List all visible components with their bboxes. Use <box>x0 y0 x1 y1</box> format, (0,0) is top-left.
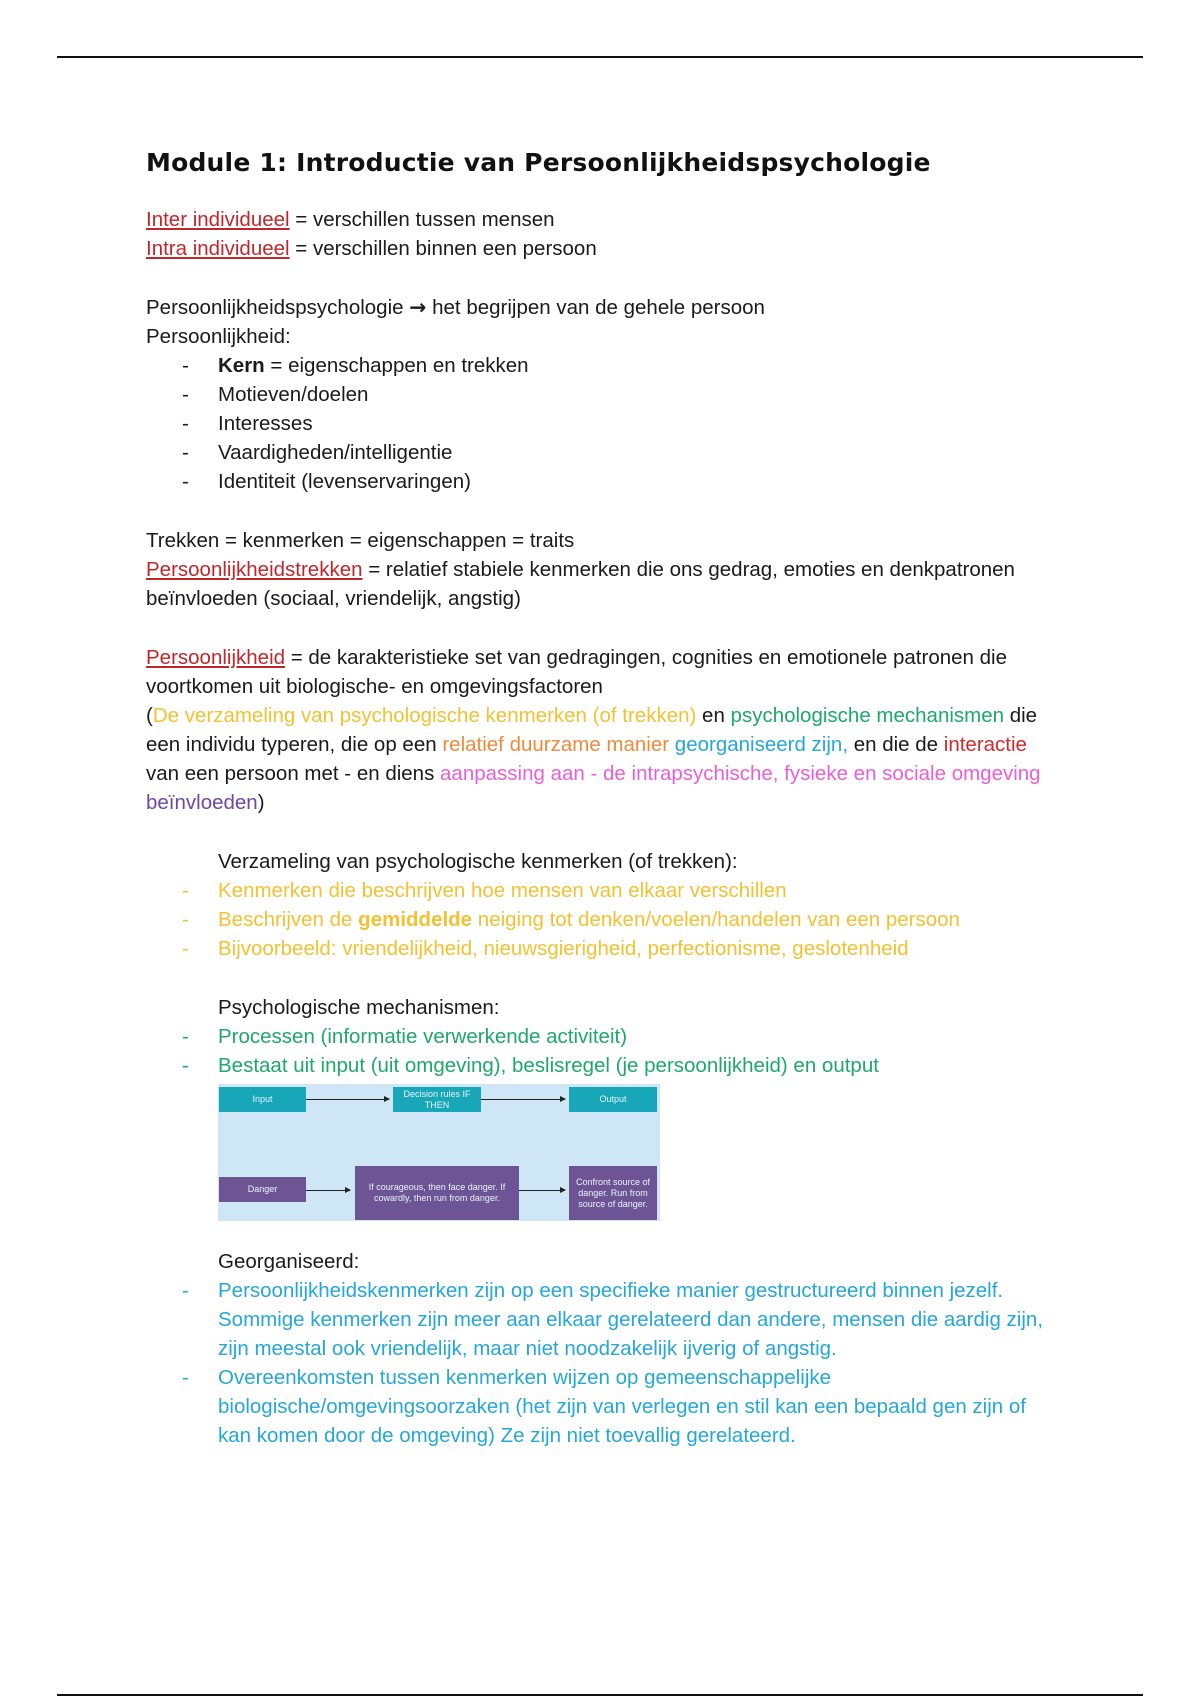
psych-line: Persoonlijkheidspsychologie → het begrijpen van de gehele persoon <box>146 295 765 319</box>
term-intra: Intra individueel <box>146 237 290 260</box>
document-page <box>146 148 1046 1450</box>
trekken-line: Trekken = kenmerken = eigenschappen = traits <box>146 529 575 552</box>
diagram-arrow <box>306 1190 350 1191</box>
verzameling-heading: Verzameling van psychologische kenmerken (of trekken): <box>218 850 738 873</box>
list-item: - Bijvoorbeeld: vriendelijkheid, nieuwsgierigheid, perfectionisme, geslotenheid <box>182 937 909 960</box>
list-item: - Bestaat uit input (uit omgeving), beslisregel (je persoonlijkheid) en output <box>182 1054 879 1077</box>
list-item: - Vaardigheden/intelligentie <box>182 441 453 464</box>
diagram-middle-box: If courageous, then face danger. If cowardly, then run from danger. <box>355 1166 519 1220</box>
diagram-rules-box: Decision rules IF THEN <box>393 1087 481 1112</box>
list-item: - Kenmerken die beschrijven hoe mensen van elkaar verschillen <box>182 879 787 902</box>
bottom-rule <box>57 1694 1143 1696</box>
georganiseerd-heading: Georganiseerd: <box>218 1250 360 1273</box>
diagram-arrow <box>519 1190 565 1191</box>
list-item: - Interesses <box>182 412 313 435</box>
trekken-def: Persoonlijkheidstrekken = relatief stabiele kenmerken die ons gedrag, emoties en denkpatronen beïnvloeden (sociaal, vriendelijk, angstig) <box>146 558 1015 610</box>
colored-definition: (De verzameling van psychologische kenmerken (of trekken) en psychologische mechanismen die een individu typeren, die op een relatief duurzame manier georganiseerd zijn, en die de interactie van een persoon met - en diens aanpassing aan - de intrapsychische, fysieke en sociale omgeving beïnvloeden) <box>146 704 1041 814</box>
mechanismen-heading: Psychologische mechanismen: <box>218 996 500 1019</box>
def-intra: Intra individueel = verschillen binnen een persoon <box>146 237 597 260</box>
page-title: Module 1: Introductie van Persoonlijkheidspsychologie <box>146 148 931 177</box>
mechanism-diagram <box>218 1084 660 1221</box>
arrow-right-icon: → <box>409 295 427 319</box>
list-item: - Overeenkomsten tussen kenmerken wijzen op gemeenschappelijke biologische/omgevingsoorzaken (het zijn van verlegen en stil kan een bepaald gen zijn of kan komen door de omgeving) Ze zijn niet toevallig gerelateerd. <box>182 1366 1026 1447</box>
diagram-arrow <box>481 1099 565 1100</box>
list-item: - Motieven/doelen <box>182 383 369 406</box>
list-item: - Kern = eigenschappen en trekken <box>182 354 529 377</box>
persoonlijkheid-label: Persoonlijkheid: <box>146 325 291 348</box>
def-inter: Inter individueel = verschillen tussen mensen <box>146 208 555 231</box>
list-item: - Processen (informatie verwerkende activiteit) <box>182 1025 628 1048</box>
persoonlijkheid-list <box>146 351 1046 496</box>
diagram-output-box: Output <box>569 1087 657 1112</box>
list-item: - Persoonlijkheidskenmerken zijn op een specifieke manier gestructureerd binnen jezelf. Sommige kenmerken zijn meer aan elkaar gerelateerd dan andere, mensen die aardig zijn, zijn meestal ook vriendelijk, maar niet noodzakelijk ijverig of angstig. <box>182 1279 1044 1360</box>
list-item: - Identiteit (levenservaringen) <box>182 470 471 493</box>
verzameling-list <box>146 876 1046 963</box>
diagram-danger-box: Danger <box>219 1177 306 1202</box>
persoonlijkheid-def: Persoonlijkheid = de karakteristieke set van gedragingen, cognities en emotionele patronen die voortkomen uit biologische- en omgevingsfactoren <box>146 646 1007 698</box>
diagram-result-box: Confront source of danger. Run from source of danger. <box>569 1166 657 1220</box>
top-rule <box>57 56 1143 58</box>
diagram-arrow <box>306 1099 389 1100</box>
list-item: - Beschrijven de gemiddelde neiging tot denken/voelen/handelen van een persoon <box>182 908 960 931</box>
diagram-input-box: Input <box>219 1087 306 1112</box>
georganiseerd-list <box>146 1276 1046 1450</box>
mechanismen-list <box>146 1022 1046 1080</box>
term-inter: Inter individueel <box>146 208 290 231</box>
